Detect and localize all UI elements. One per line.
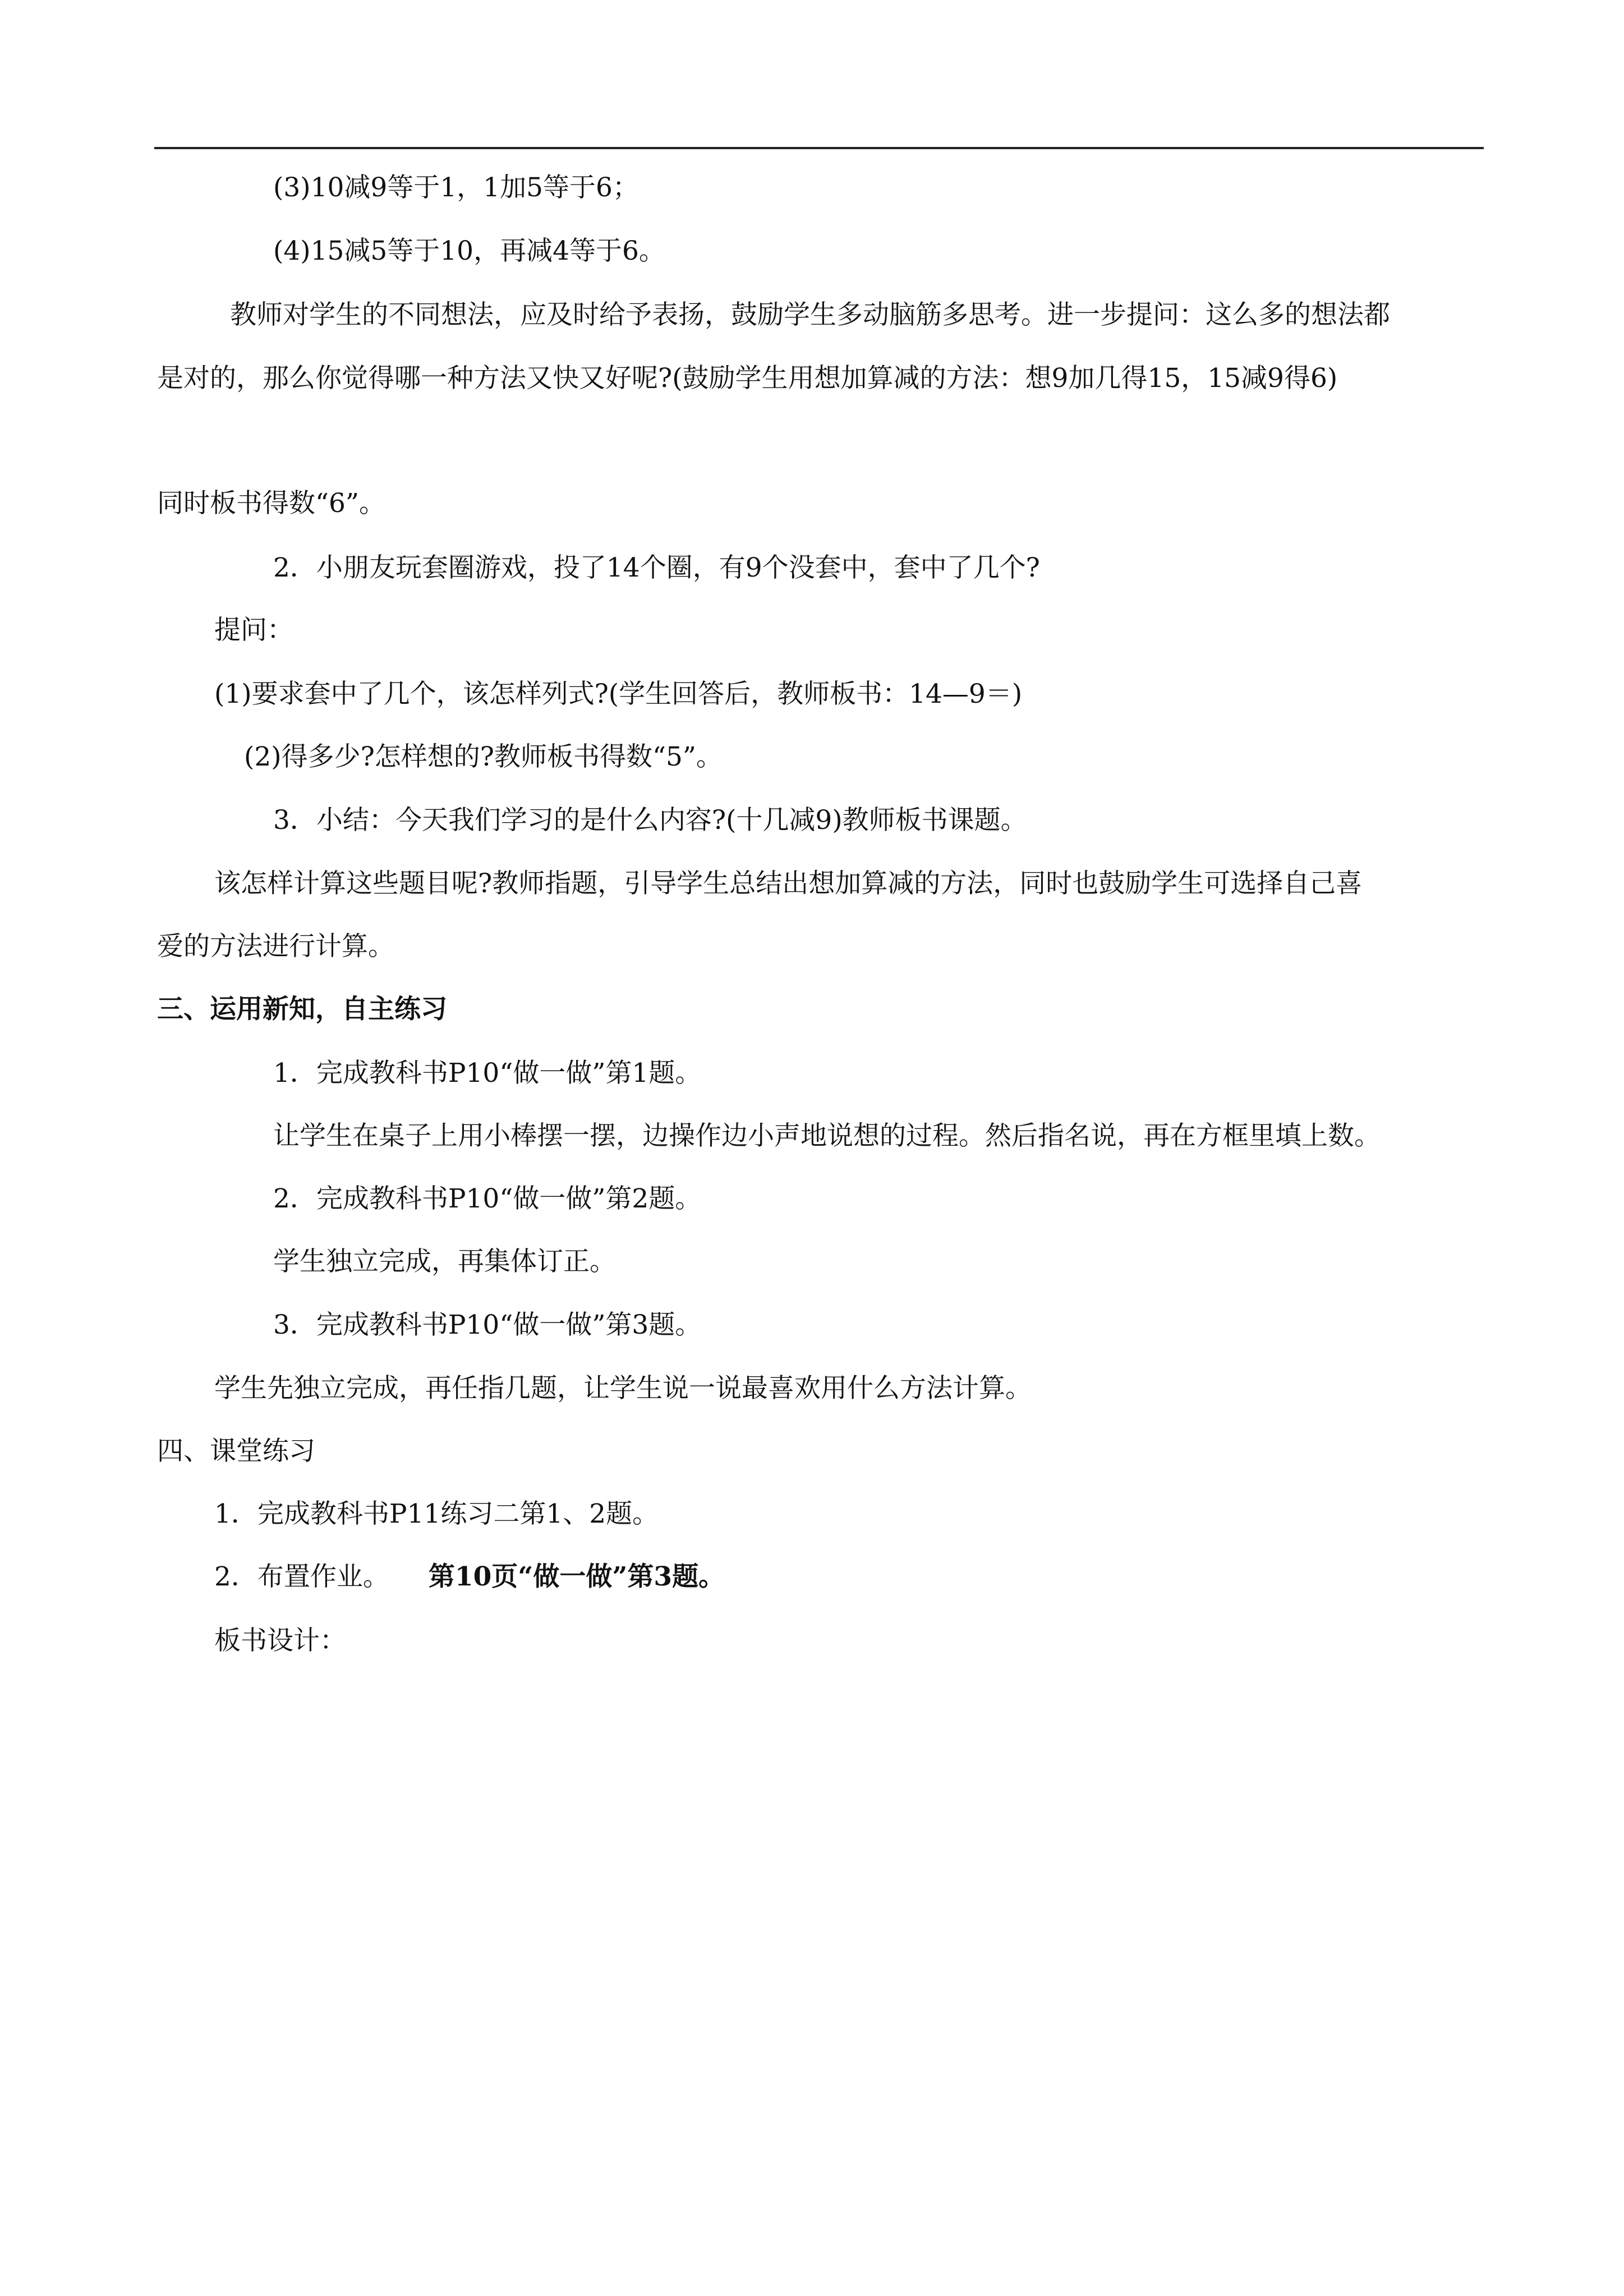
- text-line: 1．完成教科书P11练习二第1、2题。: [214, 1499, 659, 1529]
- homework-detail: 第10页“做一做”第3题。: [428, 1561, 725, 1592]
- board-design-label: 板书设计：: [214, 1625, 346, 1656]
- text-line: (1)要求套中了几个，该怎样列式?(学生回答后，教师板书：14—9＝): [214, 679, 1023, 709]
- text-line: 3．完成教科书P10“做一做”第3题。: [273, 1310, 702, 1340]
- text-line: 3．小结：今天我们学习的是什么内容?(十几减9)教师板书课题。: [273, 805, 1027, 836]
- header-rule: [154, 147, 1484, 149]
- paragraph-line: 教师对学生的不同想法，应及时给予表扬，鼓励学生多动脑筋多思考。进一步提问：这么多的想法都: [230, 299, 1390, 330]
- text-line: 提问：: [214, 615, 293, 646]
- text-line: 让学生在桌子上用小棒摆一摆，边操作边小声地说想的过程。然后指名说，再在方框里填上数。: [273, 1121, 1381, 1151]
- text-line: 2．小朋友玩套圈游戏，投了14个圈，有9个没套中，套中了几个?: [273, 552, 1040, 583]
- text-line: 学生先独立完成，再任指几题，让学生说一说最喜欢用什么方法计算。: [214, 1373, 1032, 1404]
- section-heading: 三、运用新知，自主练习: [157, 994, 447, 1025]
- text-line: 1．完成教科书P10“做一做”第1题。: [273, 1058, 702, 1089]
- text-line: 2．完成教科书P10“做一做”第2题。: [273, 1183, 702, 1214]
- text-line: (2)得多少?怎样想的?教师板书得数“5”。: [244, 741, 723, 772]
- homework-line: [214, 1560, 725, 1594]
- text-line: 学生独立完成，再集体订正。: [273, 1246, 616, 1277]
- text-line: (4)15减5等于10，再减4等于6。: [273, 236, 665, 266]
- paragraph-line: 爱的方法进行计算。: [157, 931, 394, 962]
- homework-label: 2．布置作业。: [214, 1561, 389, 1592]
- paragraph-line: 同时板书得数“6”。: [157, 488, 385, 519]
- text-line: (3)10减9等于1，1加5等于6；: [273, 172, 639, 203]
- section-heading: 四、课堂练习: [157, 1436, 315, 1467]
- paragraph-line: 该怎样计算这些题目呢?教师指题，引导学生总结出想加算减的方法，同时也鼓励学生可选择自己喜: [214, 868, 1363, 899]
- paragraph-line: 是对的，那么你觉得哪一种方法又快又好呢?(鼓励学生用想加算减的方法：想9加几得15，15减9得6): [157, 363, 1338, 394]
